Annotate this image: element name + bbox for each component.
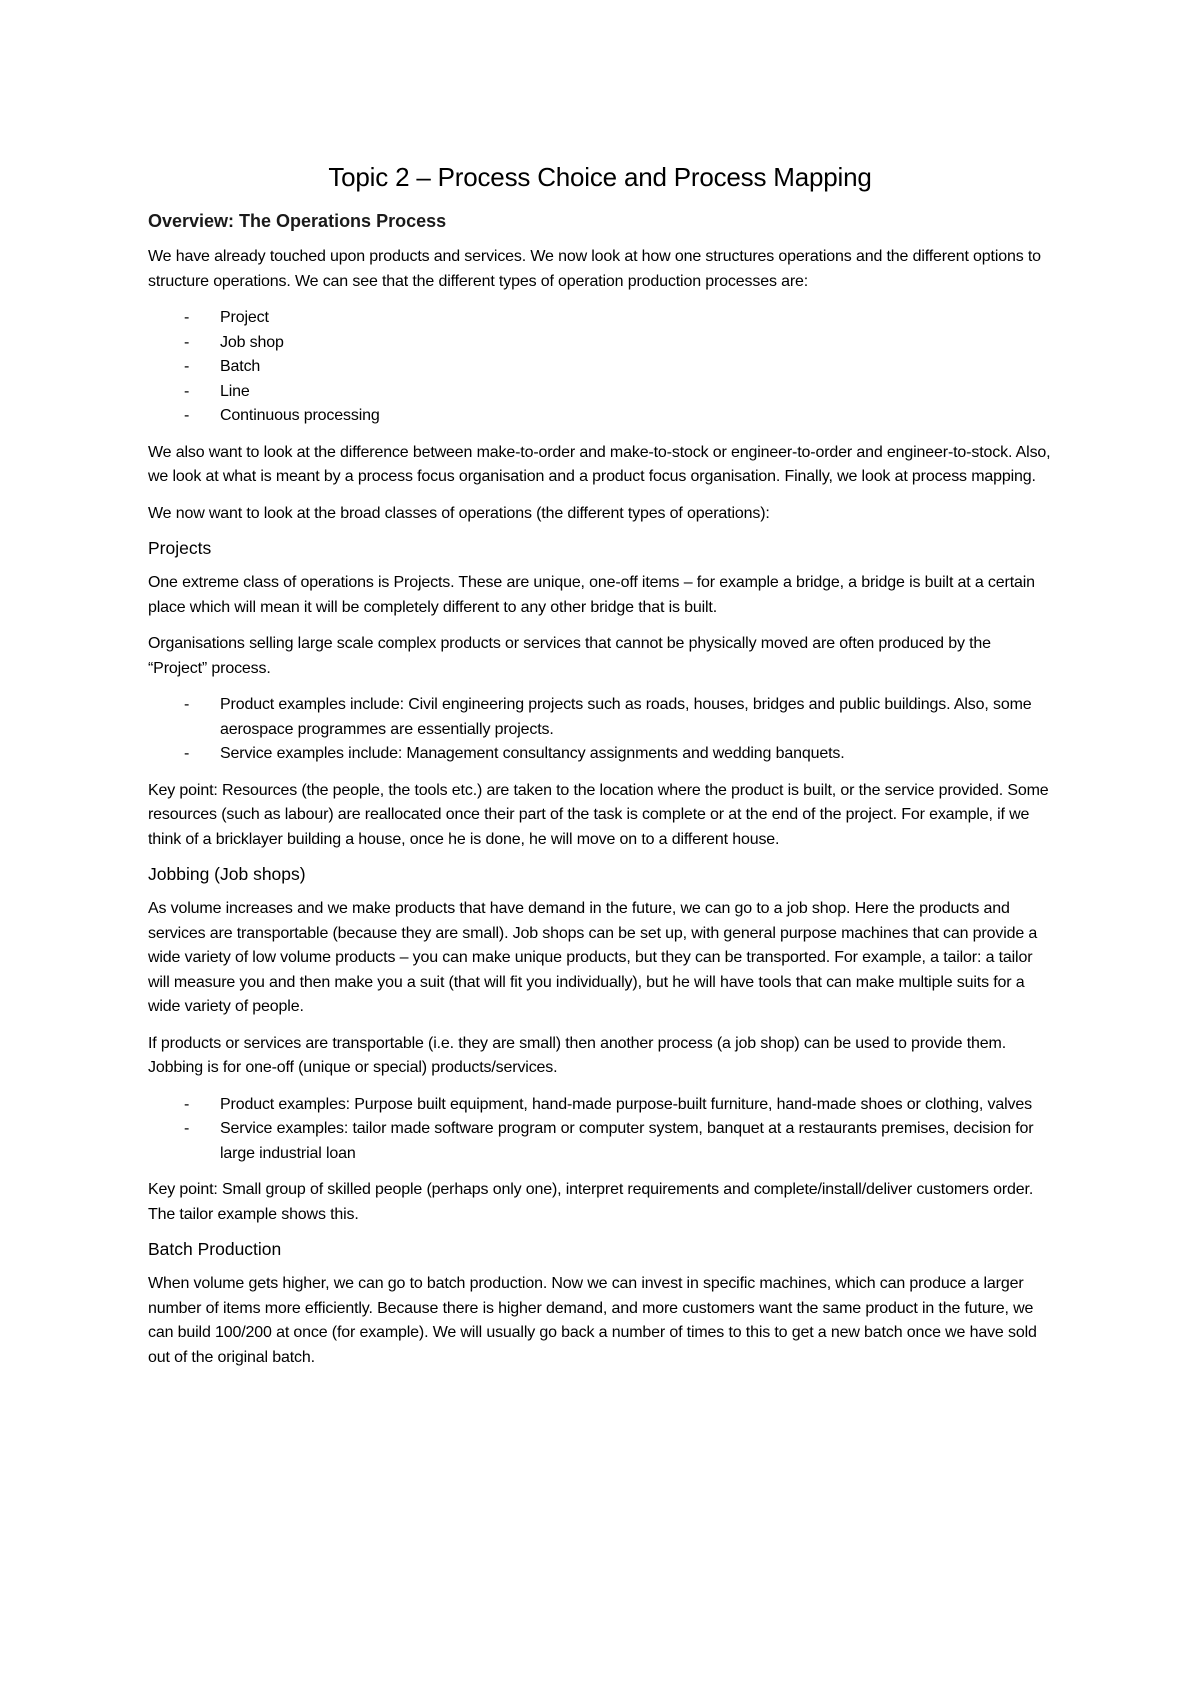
jobbing-paragraph-2: If products or services are transportable (i.e. they are small) then another process (a job shop) can be used to provide them. Jobbing is for one-off (unique or special) products/services. <box>148 1034 1006 1076</box>
list-item: - Service examples: tailor made software program or computer system, banquet at a restaurants premises, decision for large industrial loan <box>148 1117 1052 1166</box>
overview-intro: We have already touched upon products and services. We now look at how one structures operations and the different options to structure operations. We can see that the different types of operation production processes are: <box>148 248 1041 290</box>
list-item: - Continuous processing <box>148 404 1052 429</box>
jobbing-paragraph-1: As volume increases and we make products that have demand in the future, we can go to a job shop. Here the products and services are transportable (because they are small). Job shops can be set up, with general purpose machines that can provide a wide variety of low volume products – you can make unique products, but they can be transported. For example, a tailor: a tailor will measure you and then make you a suit (that will fit you individually), but he will have tools that can make multiple suits for a wide variety of people. <box>148 900 1038 1015</box>
projects-heading: Projects <box>148 538 212 558</box>
overview-paragraph-3: We now want to look at the broad classes of operations (the different types of operations): <box>148 504 770 522</box>
document-title: Topic 2 – Process Choice and Process Mapping <box>328 162 872 192</box>
list-item: - Product examples: Purpose built equipment, hand-made purpose-built furniture, hand-made shoes or clothing, valves <box>148 1093 1052 1118</box>
list-item: - Line <box>148 380 1052 405</box>
projects-examples-list <box>148 693 1052 767</box>
projects-paragraph-1: One extreme class of operations is Projects. These are unique, one-off items – for example a bridge, a bridge is built at a certain place which will mean it will be completely different to any other bridge that is built. <box>148 574 1035 616</box>
overview-heading: Overview: The Operations Process <box>148 211 447 231</box>
list-item: - Job shop <box>148 331 1052 356</box>
process-types-list <box>148 306 1052 429</box>
list-item: - Service examples include: Management consultancy assignments and wedding banquets. <box>148 742 1052 767</box>
overview-paragraph-2: We also want to look at the difference between make-to-order and make-to-stock or engineer-to-order and engineer-to-stock. Also, we look at what is meant by a process focus organisation and a product focus organisation. Finally, we look at process mapping. <box>148 443 1051 485</box>
jobbing-examples-list <box>148 1093 1052 1167</box>
batch-paragraph-1: When volume gets higher, we can go to batch production. Now we can invest in specific machines, which can produce a larger number of items more efficiently. Because there is higher demand, and more customers want the same product in the future, we can build 100/200 at once (for example). We will usually go back a number of times to this to get a new batch once we have sold out of the original batch. <box>148 1275 1037 1366</box>
list-item: - Batch <box>148 355 1052 380</box>
jobbing-key-point: Key point: Small group of skilled people (perhaps only one), interpret requirements and complete/install/deliver customers order. The tailor example shows this. <box>148 1181 1034 1223</box>
jobbing-heading: Jobbing (Job shops) <box>148 864 306 884</box>
projects-paragraph-2: Organisations selling large scale complex products or services that cannot be physically moved are often produced by the “Project” process. <box>148 635 991 677</box>
projects-key-point: Key point: Resources (the people, the tools etc.) are taken to the location where the product is built, or the service provided. Some resources (such as labour) are reallocated once their part of the task is complete or at the end of the project. For example, if we think of a bricklayer building a house, once he is done, he will move on to a different house. <box>148 781 1049 848</box>
list-item: - Project <box>148 306 1052 331</box>
batch-heading: Batch Production <box>148 1239 282 1259</box>
list-item: - Product examples include: Civil engineering projects such as roads, houses, bridges and public buildings. Also, some aerospace programmes are essentially projects. <box>148 693 1052 742</box>
